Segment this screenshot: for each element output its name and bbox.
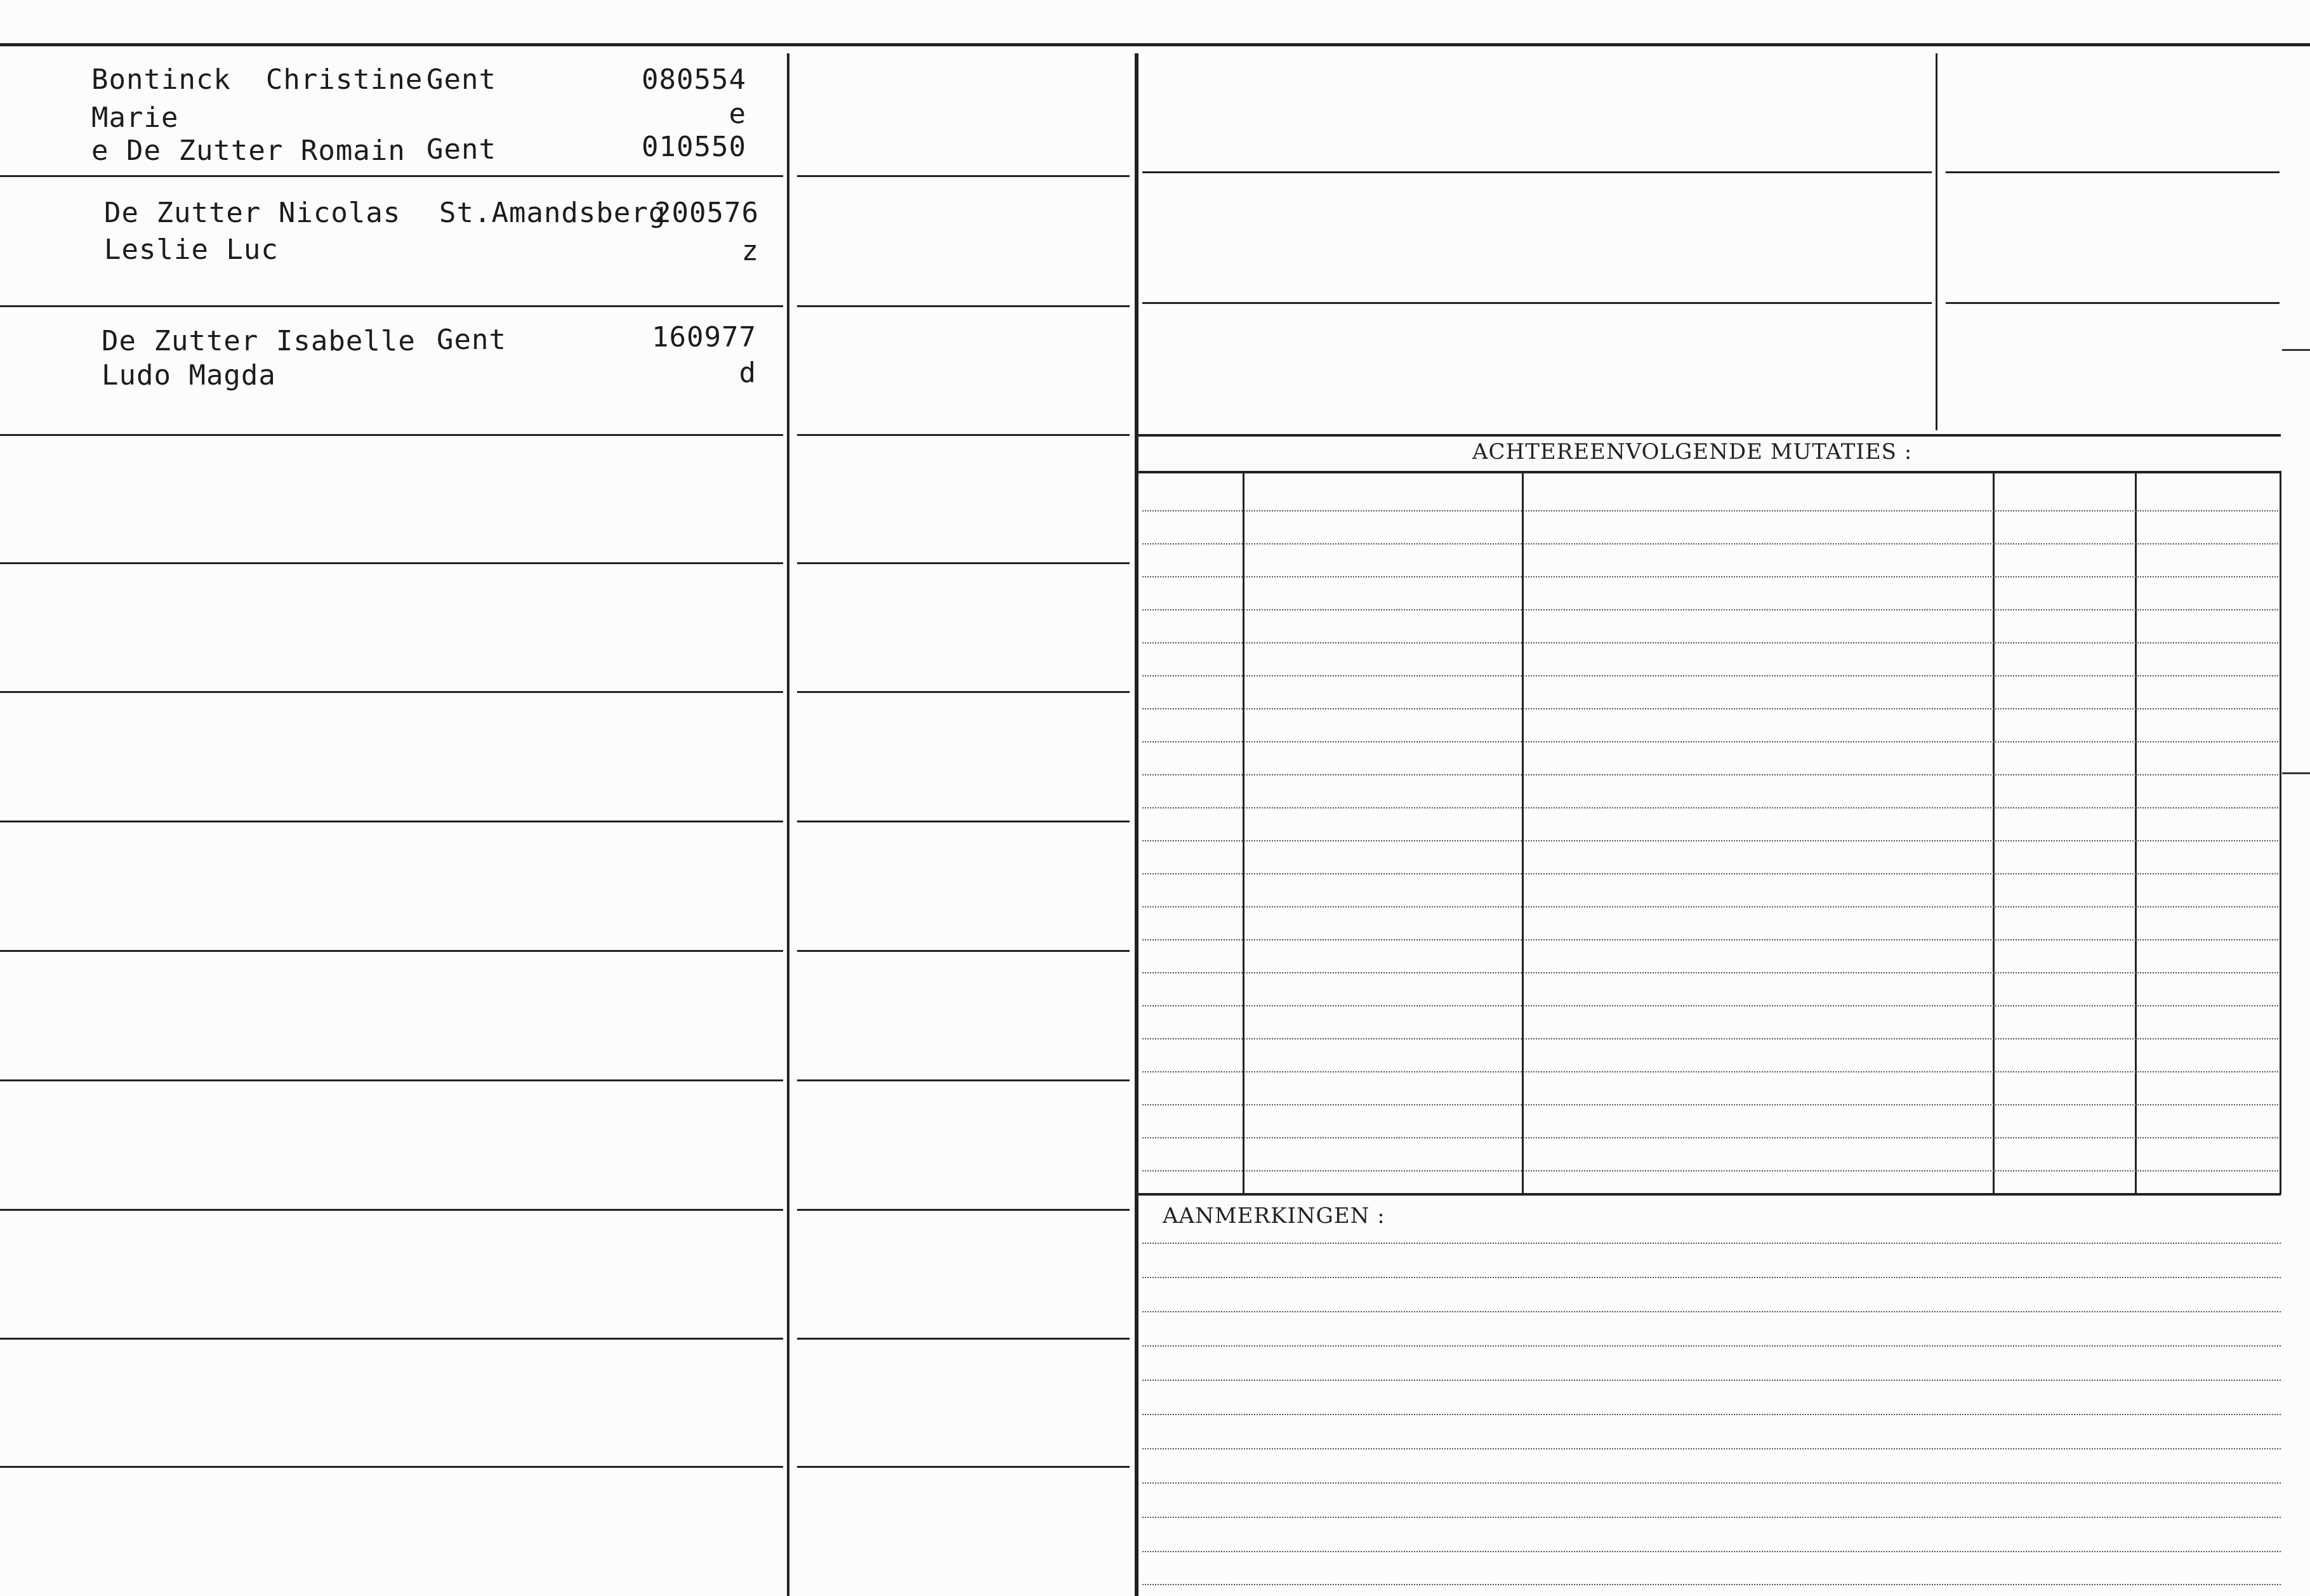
row-line: [0, 950, 783, 952]
row-line: [0, 562, 783, 564]
mutations-column-divider: [1993, 471, 1995, 1194]
ruled-line: [1142, 774, 2278, 775]
row-line: [797, 1079, 1130, 1081]
record-code: e: [729, 98, 746, 130]
remarks-heading: AANMERKINGEN :: [1163, 1203, 1385, 1229]
ruled-line: [1142, 1584, 2281, 1585]
record-place: Gent: [426, 63, 496, 96]
ruled-line: [1142, 510, 2278, 511]
row-line: [797, 691, 1130, 693]
ruled-line: [1142, 1243, 2281, 1244]
record-place: Gent: [437, 324, 506, 356]
ruled-line: [1142, 840, 2278, 841]
row-line: [0, 1209, 783, 1211]
record-place: Gent: [426, 133, 496, 166]
ruled-line: [1142, 873, 2278, 874]
record-name: Ludo Magda: [102, 359, 276, 392]
record-code: 010550: [642, 131, 746, 163]
center-divider: [1135, 53, 1138, 1596]
row-line: [797, 821, 1130, 822]
row-line: [1946, 171, 2280, 173]
row-line: [797, 1338, 1130, 1340]
row-line: [0, 434, 783, 436]
row-line: [0, 691, 783, 693]
ruled-line: [1142, 741, 2278, 742]
row-line: [0, 1338, 783, 1340]
row-line: [797, 1209, 1130, 1211]
mutations-top-line: [1138, 434, 2281, 437]
record-name: Marie: [91, 102, 179, 134]
ruled-line: [1142, 939, 2278, 940]
ruled-line: [1142, 1005, 2278, 1006]
record-code: 200576: [654, 197, 759, 229]
row-line: [797, 562, 1130, 564]
mutations-table-bottom: [1138, 1193, 2281, 1196]
row-line: [0, 821, 783, 822]
ruled-line: [1142, 675, 2278, 676]
ruled-line: [1142, 1277, 2281, 1278]
record-code: 160977: [652, 321, 756, 353]
ruled-line: [1142, 609, 2278, 610]
record-name: e De Zutter Romain: [91, 135, 406, 167]
row-line: [797, 434, 1130, 436]
ruled-line: [1142, 543, 2278, 544]
record-name: Leslie Luc: [104, 234, 279, 266]
ruled-line: [1142, 642, 2278, 643]
mutations-table-top: [1138, 471, 2281, 473]
ruled-line: [1142, 1170, 2278, 1171]
row-line: [1946, 302, 2280, 304]
mutations-heading: ACHTEREENVOLGENDE MUTATIES :: [1472, 439, 1913, 465]
top-border: [0, 43, 2310, 46]
record-name: Bontinck Christine: [91, 63, 423, 96]
row-line: [0, 175, 783, 177]
ruled-line: [1142, 1448, 2281, 1449]
ruled-line: [1142, 1551, 2281, 1552]
ruled-line: [1142, 1414, 2281, 1415]
mutations-column-divider: [2135, 471, 2137, 1194]
record-code: z: [741, 235, 759, 267]
ruled-line: [1142, 1482, 2281, 1484]
row-line: [797, 175, 1130, 177]
row-line: [0, 305, 783, 307]
mutations-column-divider: [1243, 471, 1244, 1194]
ruled-line: [1142, 708, 2278, 709]
ruled-line: [1142, 1517, 2281, 1518]
record-code: 080554: [642, 63, 746, 96]
row-line: [1142, 171, 1932, 173]
row-line: [797, 1466, 1130, 1468]
ruled-line: [1142, 1071, 2278, 1072]
mutations-column-divider: [1522, 471, 1524, 1194]
ruled-line: [1142, 1380, 2281, 1381]
ruled-line: [1142, 1311, 2281, 1312]
ruled-line: [1142, 1038, 2278, 1039]
record-name: De Zutter Isabelle: [102, 325, 416, 357]
edge-mark: [2282, 772, 2310, 774]
ruled-line: [1142, 1345, 2281, 1347]
upper-right-divider: [1936, 53, 1937, 430]
ruled-line: [1142, 1104, 2278, 1105]
row-line: [0, 1079, 783, 1081]
row-line: [797, 950, 1130, 952]
ruled-line: [1142, 576, 2278, 577]
ruled-line: [1142, 972, 2278, 973]
ruled-line: [1142, 1137, 2278, 1138]
record-place: St.Amandsberg: [439, 197, 666, 229]
edge-mark: [2282, 349, 2310, 351]
record-name: De Zutter Nicolas: [104, 197, 401, 229]
record-code: d: [739, 357, 756, 389]
left-column-divider: [787, 53, 789, 1596]
ruled-line: [1142, 906, 2278, 907]
mutations-table-right: [2280, 471, 2281, 1194]
row-line: [0, 1466, 783, 1468]
ruled-line: [1142, 807, 2278, 808]
row-line: [797, 305, 1130, 307]
row-line: [1142, 302, 1932, 304]
